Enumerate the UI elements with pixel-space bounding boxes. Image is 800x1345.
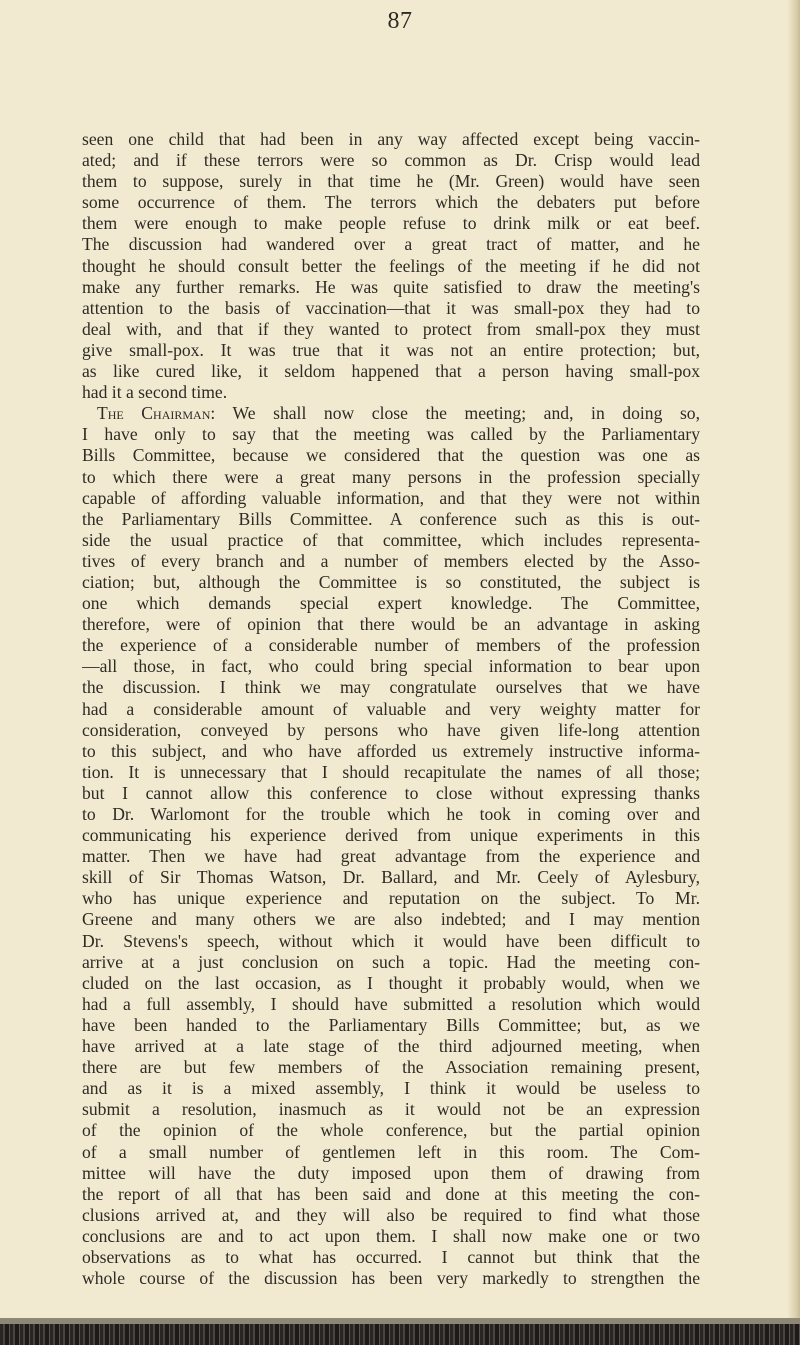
speaker-label: The Chairman: [97, 403, 211, 424]
text-line: of a small number of gentlemen left in this room. The Com-: [82, 1141, 700, 1162]
text-line: have been handed to the Parliamentary Bills Committee; but, as we: [82, 1014, 700, 1035]
text-line: who has unique experience and reputation on the subject. To Mr.: [82, 888, 700, 909]
text-line: there are but few members of the Association remaining present,: [82, 1057, 700, 1078]
text-line: consideration, conveyed by persons who have given life-long attention: [82, 719, 700, 740]
text-line: make any further remarks. He was quite satisfied to draw the meeting's: [82, 276, 700, 297]
text-line: the report of all that has been said and done at this meeting the con-: [82, 1183, 700, 1204]
text-line: clusions arrived at, and they will also be required to find what those: [82, 1204, 700, 1225]
text-line: Bills Committee, because we considered that the question was one as: [82, 445, 700, 466]
text-line: I have only to say that the meeting was called by the Parliamentary: [82, 424, 700, 445]
text-line: seen one child that had been in any way affected except being vaccin-: [82, 129, 700, 149]
text-line: had a considerable amount of valuable and very weighty matter for: [82, 698, 700, 719]
text-line: matter. Then we have had great advantage from the experience and: [82, 846, 700, 867]
text-line: Dr. Stevens's speech, without which it would have been difficult to: [82, 930, 700, 951]
body-text: [82, 129, 700, 1289]
text-line: to Dr. Warlomont for the trouble which he took in coming over and: [82, 804, 700, 824]
text-line: some occurrence of them. The terrors which the debaters put before: [82, 192, 700, 213]
text-line: The discussion had wandered over a great tract of matter, and he: [82, 234, 700, 255]
text-line: tives of every branch and a number of members elected by the Asso-: [82, 550, 700, 571]
text-line: observations as to what has occurred. I cannot but think that the: [82, 1246, 700, 1267]
text-line: them were enough to make people refuse to drink milk or eat beef.: [82, 213, 700, 234]
text-line: submit a resolution, inasmuch as it would not be an expression: [82, 1099, 700, 1120]
text-line: them to suppose, surely in that time he (Mr. Green) would have seen: [82, 171, 700, 192]
text-line: attention to the basis of vaccination—that it was small-pox they had to: [82, 297, 700, 318]
text-line: and as it is a mixed assembly, I think it would be useless to: [82, 1078, 700, 1099]
text-line: have arrived at a late stage of the third adjourned meeting, when: [82, 1036, 700, 1057]
text-line: ated; and if these terrors were so common as Dr. Crisp would lead: [82, 150, 700, 171]
text-line: mittee will have the duty imposed upon them of drawing from: [82, 1162, 700, 1183]
text-line: the discussion. I think we may congratulate ourselves that we have: [82, 677, 700, 698]
text-fragment: : We shall now close the meeting; and, in doing so,: [210, 403, 700, 424]
text-line: as like cured like, it seldom happened that a person having small-pox: [82, 361, 700, 382]
text-line: —all those, in fact, who could bring special information to bear upon: [82, 656, 700, 677]
text-line: give small-pox. It was true that it was not an entire protection; but,: [82, 339, 700, 360]
page-number: 87: [387, 8, 413, 34]
text-line: the Parliamentary Bills Committee. A conference such as this is out-: [82, 508, 700, 529]
text-line: whole course of the discussion has been very markedly to strengthen the: [82, 1268, 700, 1289]
text-line: side the usual practice of that committee, which includes representa-: [82, 529, 700, 550]
text-line: thought he should consult better the feelings of the meeting if he did not: [82, 255, 700, 276]
text-line: to this subject, and who have afforded us extremely instructive informa-: [82, 740, 700, 761]
text-line: one which demands special expert knowledge. The Committee,: [82, 593, 700, 614]
text-line: capable of affording valuable information, and that they were not within: [82, 487, 700, 508]
text-line: tion. It is unnecessary that I should recapitulate the names of all those;: [82, 761, 700, 782]
text-line: had it a second time.: [82, 382, 228, 403]
text-line: the experience of a considerable number of members of the profession: [82, 635, 700, 656]
text-line: deal with, and that if they wanted to protect from small-pox they must: [82, 318, 700, 339]
scan-bottom-edge: [0, 1318, 800, 1345]
text-line: arrive at a just conclusion on such a topic. Had the meeting con-: [82, 951, 700, 972]
text-line: Greene and many others we are also indebted; and I may mention: [82, 909, 700, 930]
text-line: skill of Sir Thomas Watson, Dr. Ballard, and Mr. Ceely of Aylesbury,: [82, 867, 700, 888]
text-line: cluded on the last occasion, as I thought it probably would, when we: [82, 972, 700, 993]
text-line: ciation; but, although the Committee is so constituted, the subject is: [82, 571, 700, 592]
text-line: therefore, were of opinion that there would be an advantage in asking: [82, 614, 700, 635]
text-line: of the opinion of the whole conference, but the partial opinion: [82, 1120, 700, 1141]
text-line: had a full assembly, I should have submitted a resolution which would: [82, 993, 700, 1014]
text-line: communicating his experience derived from unique experiments in this: [82, 825, 700, 846]
text-line: to which there were a great many persons in the profession specially: [82, 466, 700, 487]
text-line: conclusions are and to act upon them. I shall now make one or two: [82, 1225, 700, 1246]
text-line: but I cannot allow this conference to close without expressing thanks: [82, 782, 700, 803]
page-edge-shadow: [788, 0, 800, 1320]
chairman-paragraph-start: [82, 403, 700, 424]
